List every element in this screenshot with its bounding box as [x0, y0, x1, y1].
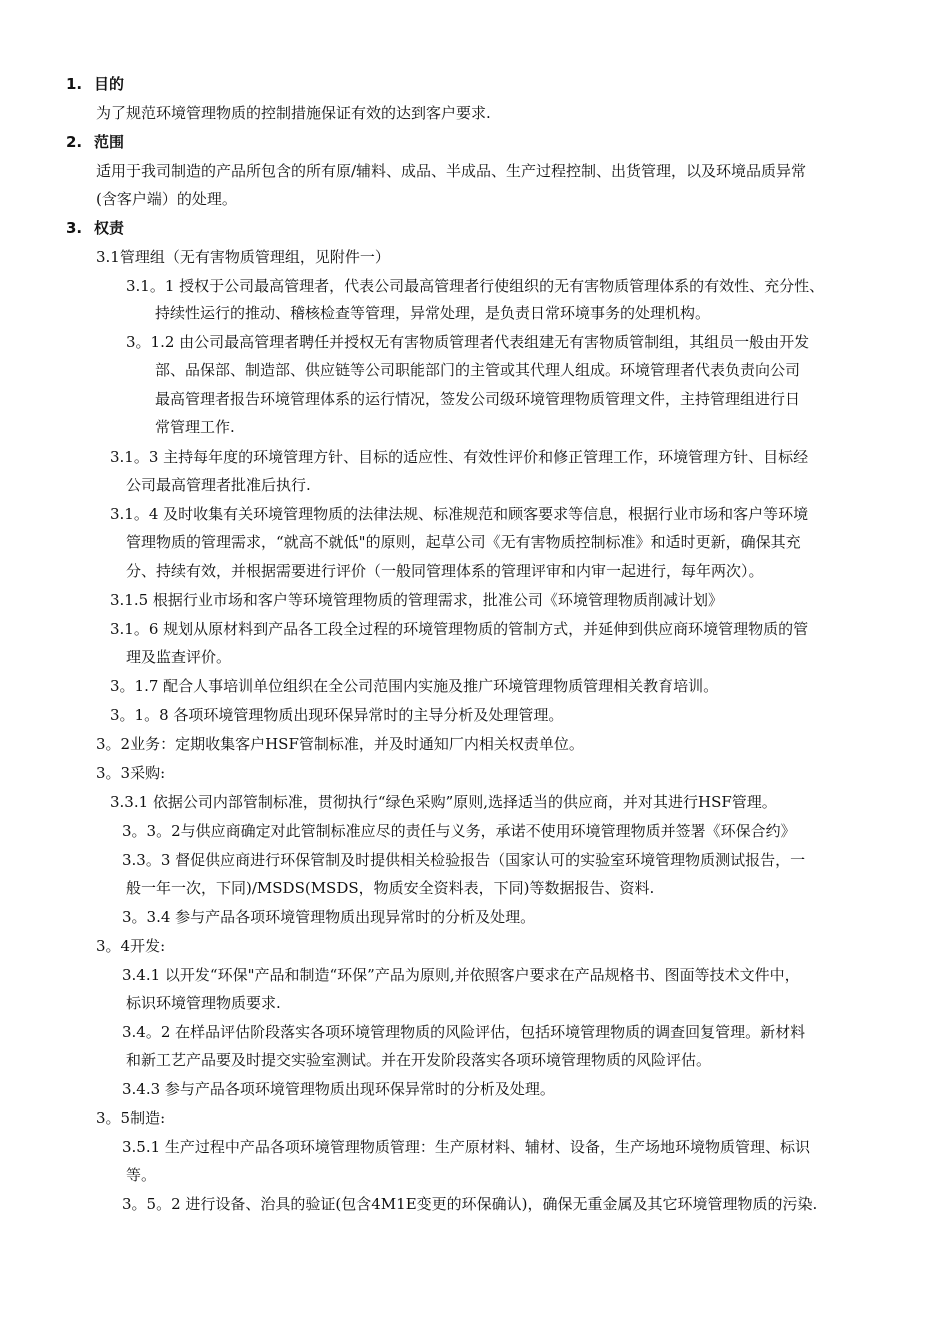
text-line: 3。5制造: — [96, 1109, 166, 1127]
section-title: 范围 — [94, 133, 125, 151]
text-line: 分、持续有效，并根据需要进行评价（一般同管理体系的管理评审和内审一起进行，每年两次）。 — [126, 562, 764, 580]
text-line: 理及监查评价。 — [126, 648, 232, 666]
text-line: 3.3。3 督促供应商进行环保管制及时提供相关检验报告（国家认可的实验室环境管理物质测试报告，一 — [122, 851, 806, 869]
text-line: 3.1。6 规划从原材料到产品各工段全过程的环境管理物质的管制方式，并延伸到供应商环境管理物质的管 — [110, 620, 809, 638]
text-line: 3.1。3 主持每年度的环境管理方针、目标的适应性、有效性评价和修正管理工作，环境管理方针、目标经 — [110, 448, 809, 466]
paragraph: 适用于我司制造的产品所包含的所有原/辅料、成品、半成品、生产过程控制、出货管理，以及环境品质异常 — [96, 162, 807, 180]
text-line: 3.3.1 依据公司内部管制标准，贯彻执行“绿色采购”原则,选择适当的供应商，并对其进行HSF管理。 — [110, 793, 777, 811]
text-line: 3.1。1 授权于公司最高管理者，代表公司最高管理者行使组织的无有害物质管理体系的有效性、充分性、 — [126, 277, 825, 295]
text-line: 3。1.7 配合人事培训单位组织在全公司范围内实施及推广环境管理物质管理相关教育培训。 — [110, 677, 719, 695]
text-line: 3.1。4 及时收集有关环境管理物质的法律法规、标准规范和顾客要求等信息，根据行业市场和客户等环境 — [110, 505, 809, 523]
section-number: 1. — [66, 75, 83, 93]
text-line: 3。4开发: — [96, 937, 166, 955]
text-line: 等。 — [126, 1166, 157, 1184]
text-line: 般一年一次，下同)/MSDS(MSDS，物质安全资料表，下同)等数据报告、资料. — [126, 879, 655, 897]
text-line: 3。1.2 由公司最高管理者聘任并授权无有害物质管理者代表组建无有害物质管制组，其组员一般由开发 — [126, 333, 810, 351]
text-line: 3.1管理组（无有害物质管理组，见附件一） — [96, 248, 390, 266]
section-number: 3. — [66, 219, 83, 237]
text-line: 3。3采购: — [96, 764, 166, 782]
section-heading-2 — [66, 132, 124, 152]
text-line: 3.4。2 在样品评估阶段落实各项环境管理物质的风险评估，包括环境管理物质的调查回复管理。新材料 — [122, 1023, 806, 1041]
text-line: 3。5。2 进行设备、治具的验证(包含4M1E变更的环保确认)，确保无重金属及其它环境管理物质的污染. — [122, 1195, 818, 1213]
text-line: 3。2业务：定期收集客户HSF管制标准，并及时通知厂内相关权责单位。 — [96, 735, 584, 753]
section-heading-1 — [66, 74, 124, 94]
text-line: 3。3.4 参与产品各项环境管理物质出现异常时的分析及处理。 — [122, 908, 536, 926]
text-line: 部、品保部、制造部、供应链等公司职能部门的主管或其代理人组成。环境管理者代表负责向公司 — [155, 361, 801, 379]
text-line: 持续性运行的推动、稽核检查等管理，异常处理，是负责日常环境事务的处理机构。 — [155, 304, 711, 322]
section-title: 目的 — [94, 75, 125, 93]
text-line: 3。1。8 各项环境管理物质出现环保异常时的主导分析及处理管理。 — [110, 706, 564, 724]
text-line: 3.4.3 参与产品各项环境管理物质出现环保异常时的分析及处理。 — [122, 1080, 555, 1098]
paragraph: 为了规范环境管理物质的控制措施保证有效的达到客户要求. — [96, 104, 491, 122]
section-heading-3 — [66, 218, 124, 238]
text-line: 标识环境管理物质要求. — [126, 994, 281, 1012]
text-line: 3。3。2与供应商确定对此管制标准应尽的责任与义务，承诺不使用环境管理物质并签署《环保合约》 — [122, 822, 796, 840]
text-line: 和新工艺产品要及时提交实验室测试。并在开发阶段落实各项环境管理物质的风险评估。 — [126, 1051, 712, 1069]
section-title: 权责 — [94, 219, 125, 237]
text-line: 最高管理者报告环境管理体系的运行情况，签发公司级环境管理物质管理文件，主持管理组进行日 — [155, 390, 801, 408]
text-line: 3.4.1 以开发“环保"产品和制造“环保”产品为原则,并依照客户要求在产品规格书、图面等技术文件中， — [122, 966, 800, 984]
text-line: 3.1.5 根据行业市场和客户等环境管理物质的管理需求，批准公司《环境管理物质削减计划》 — [110, 591, 723, 609]
paragraph: (含客户端）的处理。 — [96, 190, 237, 208]
section-number: 2. — [66, 133, 83, 151]
text-line: 公司最高管理者批准后执行. — [126, 476, 311, 494]
text-line: 3.5.1 生产过程中产品各项环境管理物质管理：生产原材料、辅材、设备，生产场地环境物质管理、标识 — [122, 1138, 810, 1156]
text-line: 管理物质的管理需求，“就高不就低"的原则，起草公司《无有害物质控制标准》和适时更新，确保其充 — [126, 533, 801, 551]
text-line: 常管理工作. — [155, 418, 235, 436]
